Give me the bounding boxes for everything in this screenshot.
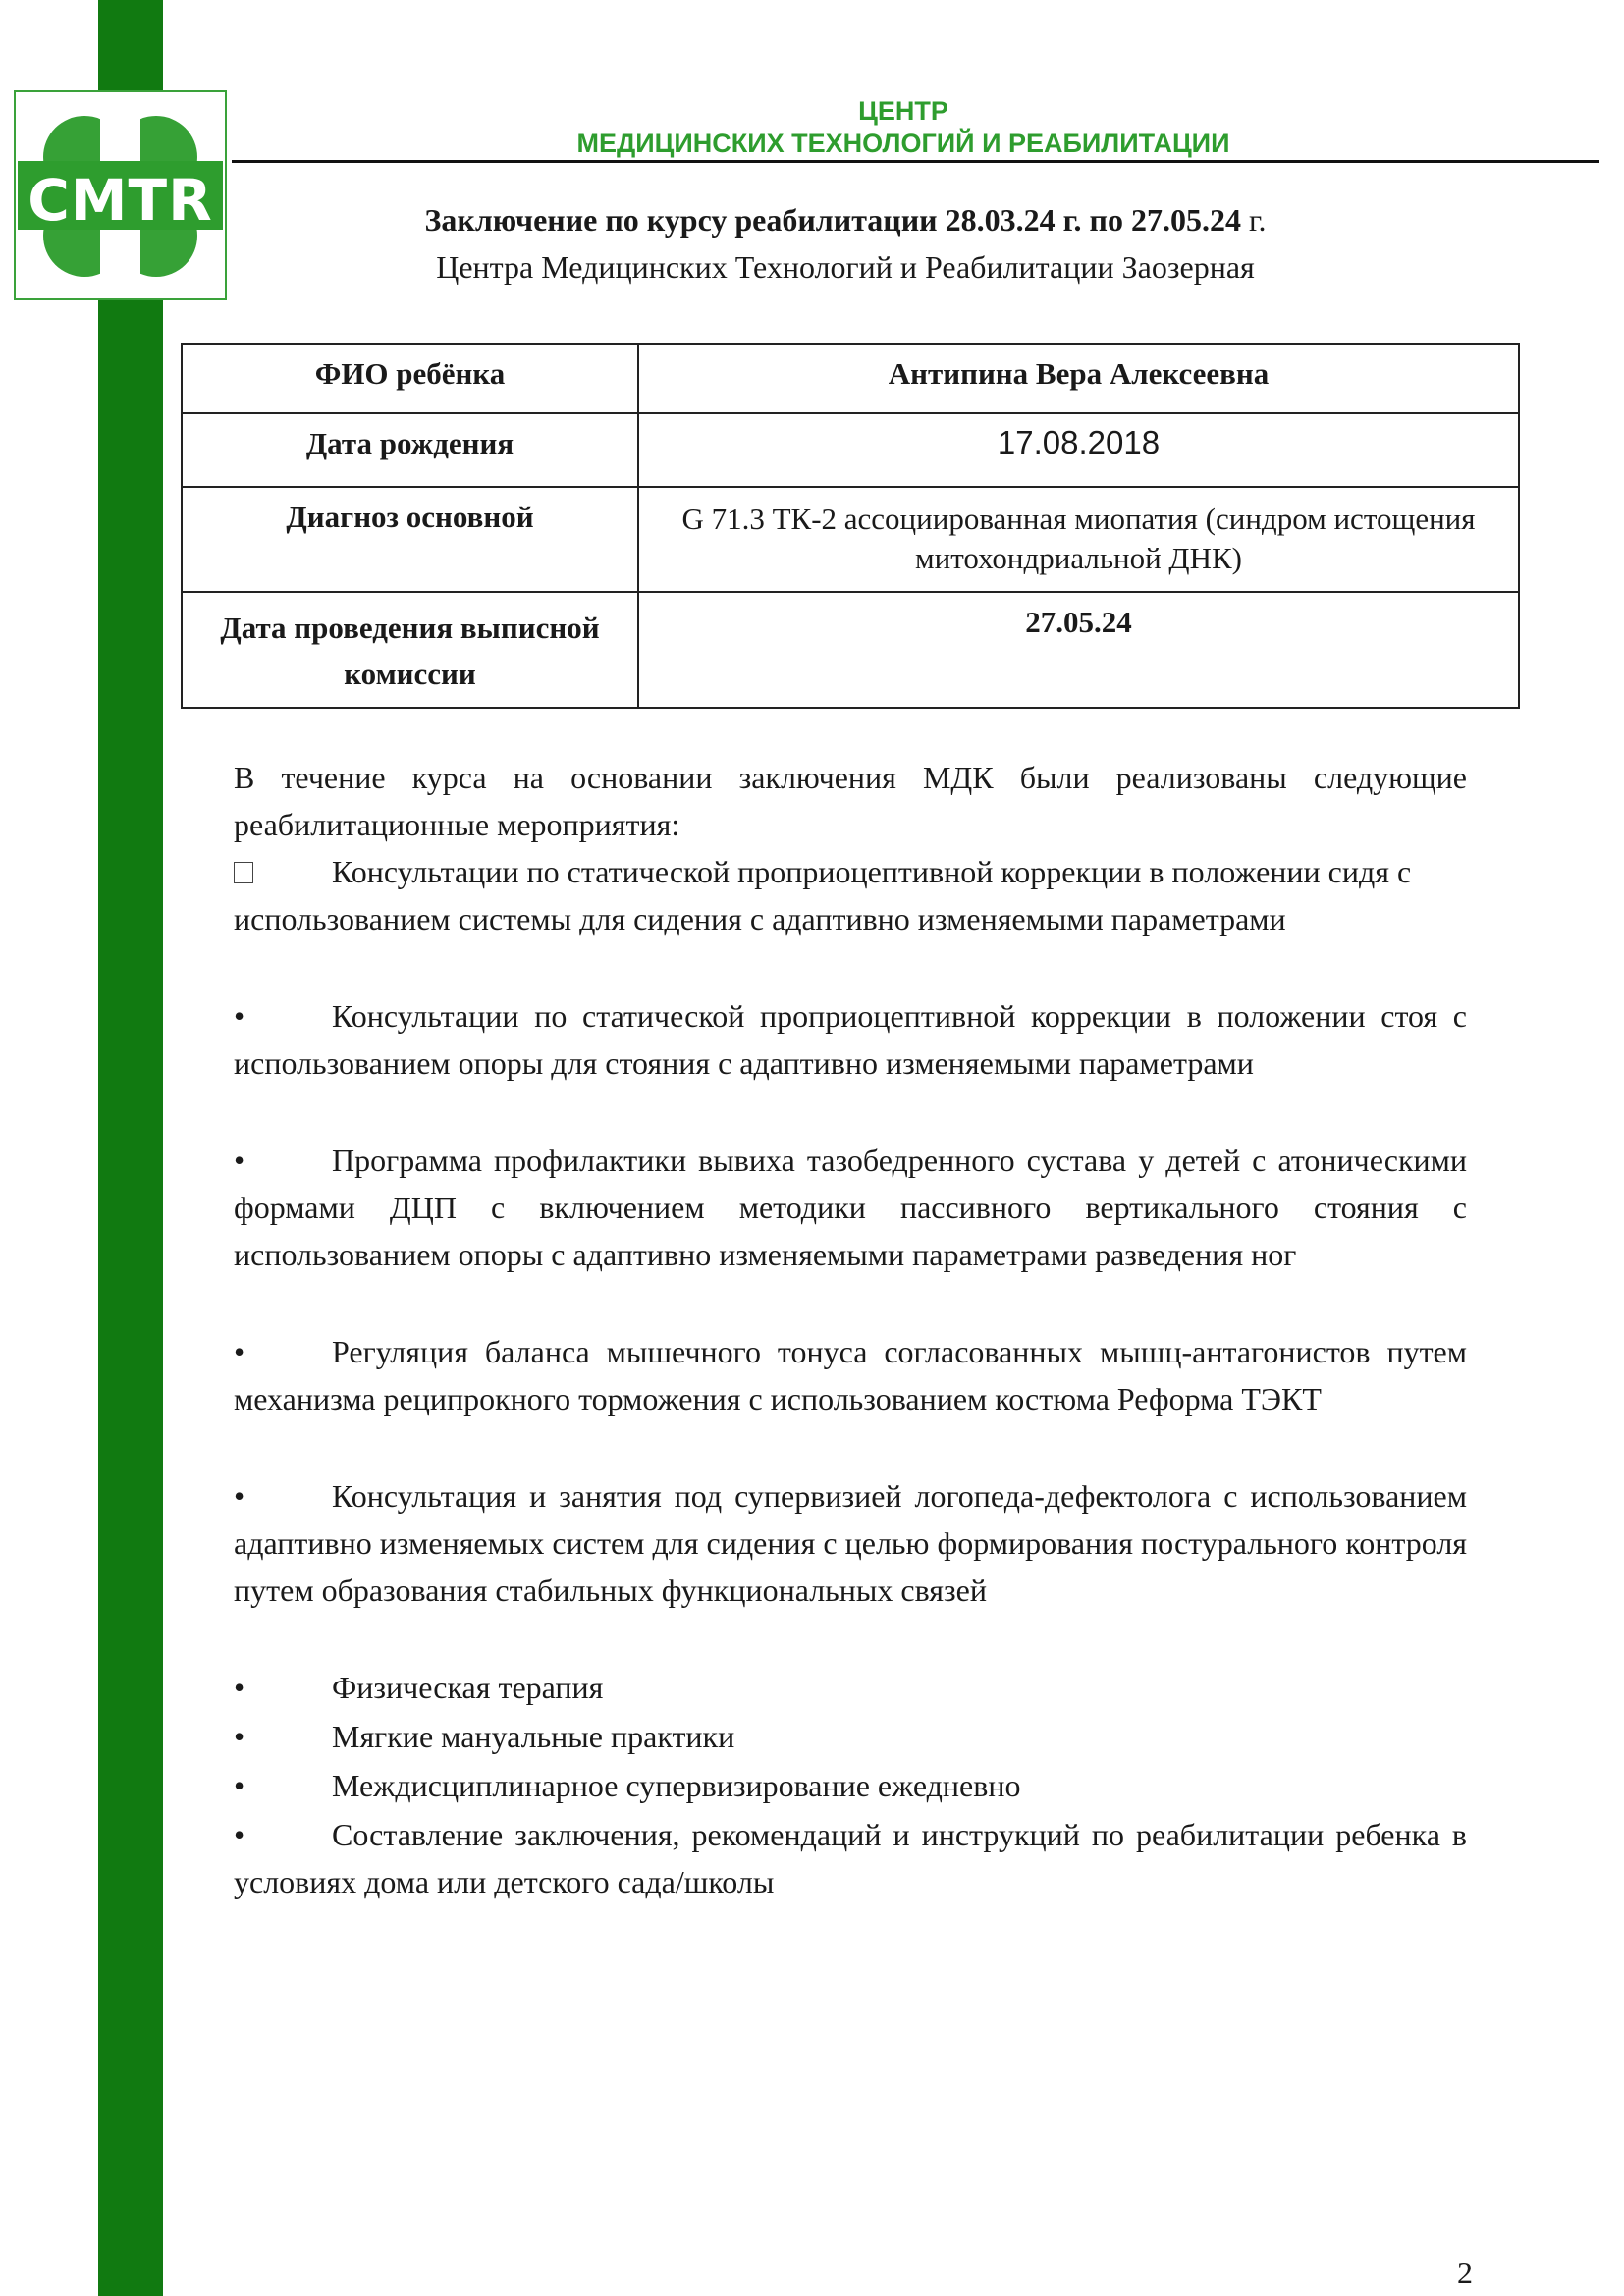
document-title-tail: г. — [1240, 202, 1267, 238]
list-item-text: Консультации по статической проприоцептивной коррекции в положении сидя с использованием системы для сидения с адаптивно изменяемыми параметрами — [234, 854, 1412, 936]
list-item-text: Программа профилактики вывиха тазобедренного сустава у детей с атоническими формами ДЦП с включением методики пассивного вертикального стояния с использованием опоры с адаптивно изменяемыми параметрами разведения ног — [234, 1143, 1467, 1272]
bullet-icon: • — [234, 1768, 245, 1803]
list-item — [234, 1713, 1467, 1760]
list-item — [234, 1328, 1467, 1422]
list-item-text: Регуляция баланса мышечного тонуса согласованных мышц-антагонистов путем механизма реципрокного торможения с использованием костюма Реформа ТЭКТ — [234, 1334, 1467, 1416]
logo-text: CMTR — [27, 167, 213, 234]
bullet-icon: • — [234, 1670, 245, 1705]
list-item-text: Мягкие мануальные практики — [332, 1719, 735, 1754]
page-number: 2 — [1457, 2255, 1473, 2290]
table-row — [182, 487, 1519, 592]
bullet-icon: • — [234, 1143, 245, 1178]
table-value: 27.05.24 — [638, 592, 1519, 708]
document-title-bold: Заключение по курсу реабилитации 28.03.24 г. по 27.05.24 — [424, 202, 1241, 238]
bullet-icon: • — [234, 1817, 245, 1852]
table-value: G 71.3 ТК-2 ассоциированная миопатия (синдром истощения митохондриальной ДНК) — [638, 487, 1519, 592]
cmtr-logo — [14, 90, 227, 300]
table-row — [182, 344, 1519, 413]
list-item — [234, 1811, 1467, 1905]
intro-paragraph: В течение курса на основании заключения МДК были реализованы следующие реабилитационные мероприятия: — [234, 760, 1467, 842]
patient-info-table — [181, 343, 1520, 709]
document-title — [232, 200, 1459, 240]
list-item-text: Междисциплинарное супервизирование ежедневно — [332, 1768, 1021, 1803]
table-row — [182, 592, 1519, 708]
table-value: Антипина Вера Алексеевна — [638, 344, 1519, 413]
list-item — [234, 1762, 1467, 1809]
header-center-label: ЦЕНТР — [858, 96, 948, 126]
bullet-icon: • — [234, 998, 245, 1034]
list-item — [234, 1472, 1467, 1614]
header-center-name: МЕДИЦИНСКИХ ТЕХНОЛОГИЙ И РЕАБИЛИТАЦИИ — [576, 129, 1230, 158]
list-item — [234, 848, 1467, 942]
table-value: 17.08.2018 — [638, 413, 1519, 487]
document-subtitle: Центра Медицинских Технологий и Реабилитации Заозерная — [436, 249, 1255, 285]
left-green-stripe — [98, 0, 163, 2296]
table-label: Диагноз основной — [182, 487, 638, 592]
table-label: Дата проведения выписной комиссии — [182, 592, 638, 708]
list-item-text: Физическая терапия — [332, 1670, 604, 1705]
bullet-icon: • — [234, 1334, 245, 1369]
list-item-text: Консультации по статической проприоцептивной коррекции в положении стоя с использованием опоры для стояния с адаптивно изменяемыми параметрами — [234, 998, 1467, 1081]
list-item-text: Составление заключения, рекомендаций и инструкций по реабилитации ребенка в условиях дома или детского сада/школы — [234, 1817, 1467, 1899]
list-item — [234, 992, 1467, 1087]
table-label: ФИО ребёнка — [182, 344, 638, 413]
table-label: Дата рождения — [182, 413, 638, 487]
list-item — [234, 1137, 1467, 1278]
bullet-icon: • — [234, 1719, 245, 1754]
bullet-icon: • — [234, 1478, 245, 1514]
checkbox-glyph-icon — [234, 848, 263, 895]
header-divider — [232, 160, 1599, 163]
table-row — [182, 413, 1519, 487]
list-item — [234, 1664, 1467, 1711]
list-item-text: Консультация и занятия под супервизией логопеда-дефектолога с использованием адаптивно изменяемых систем для сидения с целью формирования постурального контроля путем образования стабильных функциональных связей — [234, 1478, 1467, 1608]
